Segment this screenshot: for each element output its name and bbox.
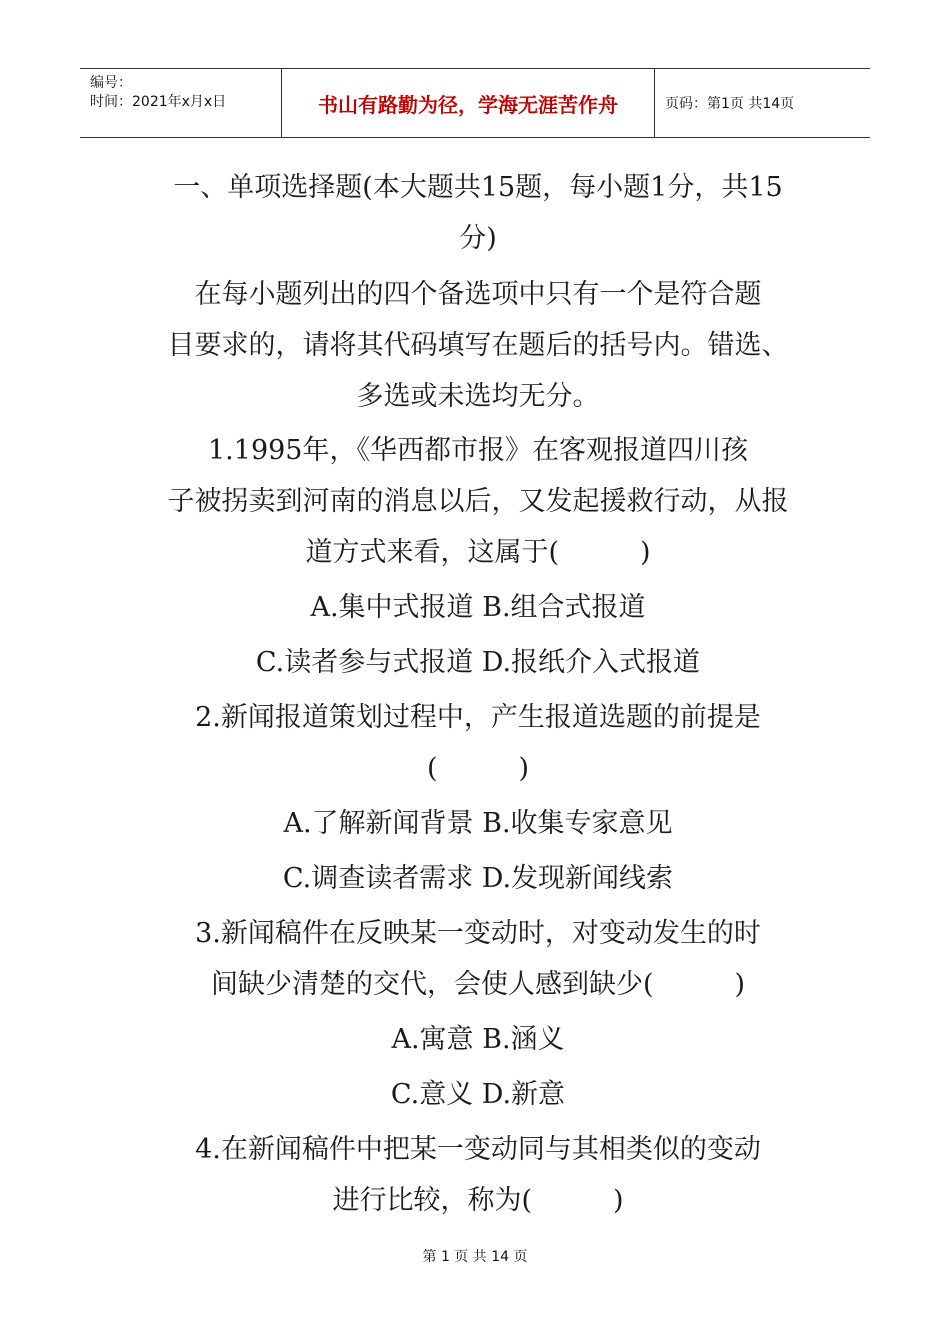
- document-body: [148, 162, 808, 1226]
- question-3: [148, 908, 808, 1120]
- instruction-line-1: 在每小题列出的四个备选项中只有一个是符合题: [194, 279, 762, 310]
- header-meta-cell: [80, 69, 282, 137]
- header-page-cell: [655, 69, 870, 137]
- question-2-options-ab: A.了解新闻背景 B.收集专家意见: [283, 808, 673, 839]
- question-2: [148, 692, 808, 904]
- section-title-line-1: 一、单项选择题(本大题共15题，每小题1分，共15: [173, 172, 783, 203]
- question-4: [148, 1124, 808, 1226]
- question-4-line-1: 4.在新闻稿件中把某一变动同与其相类似的变动: [195, 1134, 761, 1165]
- question-2-line-1: 2.新闻报道策划过程中，产生报道选题的前提是: [195, 702, 761, 733]
- instruction-line-2: 目要求的，请将其代码填写在题后的括号内。错选、: [167, 330, 789, 361]
- page-footer: 第 1 页 共 14 页: [422, 1249, 528, 1265]
- document-date-label: 时间：2021年x月x日: [90, 94, 227, 110]
- header-motto: 书山有路勤为径，学海无涯苦作舟: [282, 69, 655, 137]
- instruction-line-3: 多选或未选均无分。: [356, 381, 600, 412]
- document-number-label: 编号：: [90, 75, 132, 91]
- question-1-line-3: 道方式来看，这属于( ): [305, 537, 651, 568]
- question-3-options-cd: C.意义 D.新意: [390, 1079, 566, 1110]
- question-3-line-2: 间缺少清楚的交代，会使人感到缺少( ): [210, 969, 746, 1000]
- question-1-options-cd: C.读者参与式报道 D.报纸介入式报道: [255, 647, 701, 678]
- question-1-options-ab: A.集中式报道 B.组合式报道: [310, 592, 646, 623]
- question-3-options-ab: A.寓意 B.涵义: [391, 1024, 565, 1055]
- section-title-line-2: 分): [459, 223, 497, 254]
- question-3-line-1: 3.新闻稿件在反映某一变动时，对变动发生的时: [195, 918, 761, 949]
- header-page-info: 页码：第1页 共14页: [665, 96, 795, 112]
- page-header: [80, 68, 870, 138]
- question-1: [148, 425, 808, 688]
- question-1-line-1: 1.1995年，《华西都市报》在客观报道四川孩: [208, 435, 748, 466]
- question-1-line-2: 子被拐卖到河南的消息以后，又发起援救行动，从报: [167, 486, 789, 517]
- question-2-line-2: ( ): [426, 753, 530, 784]
- question-4-line-2: 进行比较，称为( ): [332, 1185, 624, 1216]
- question-2-options-cd: C.调查读者需求 D.发现新闻线索: [282, 863, 674, 894]
